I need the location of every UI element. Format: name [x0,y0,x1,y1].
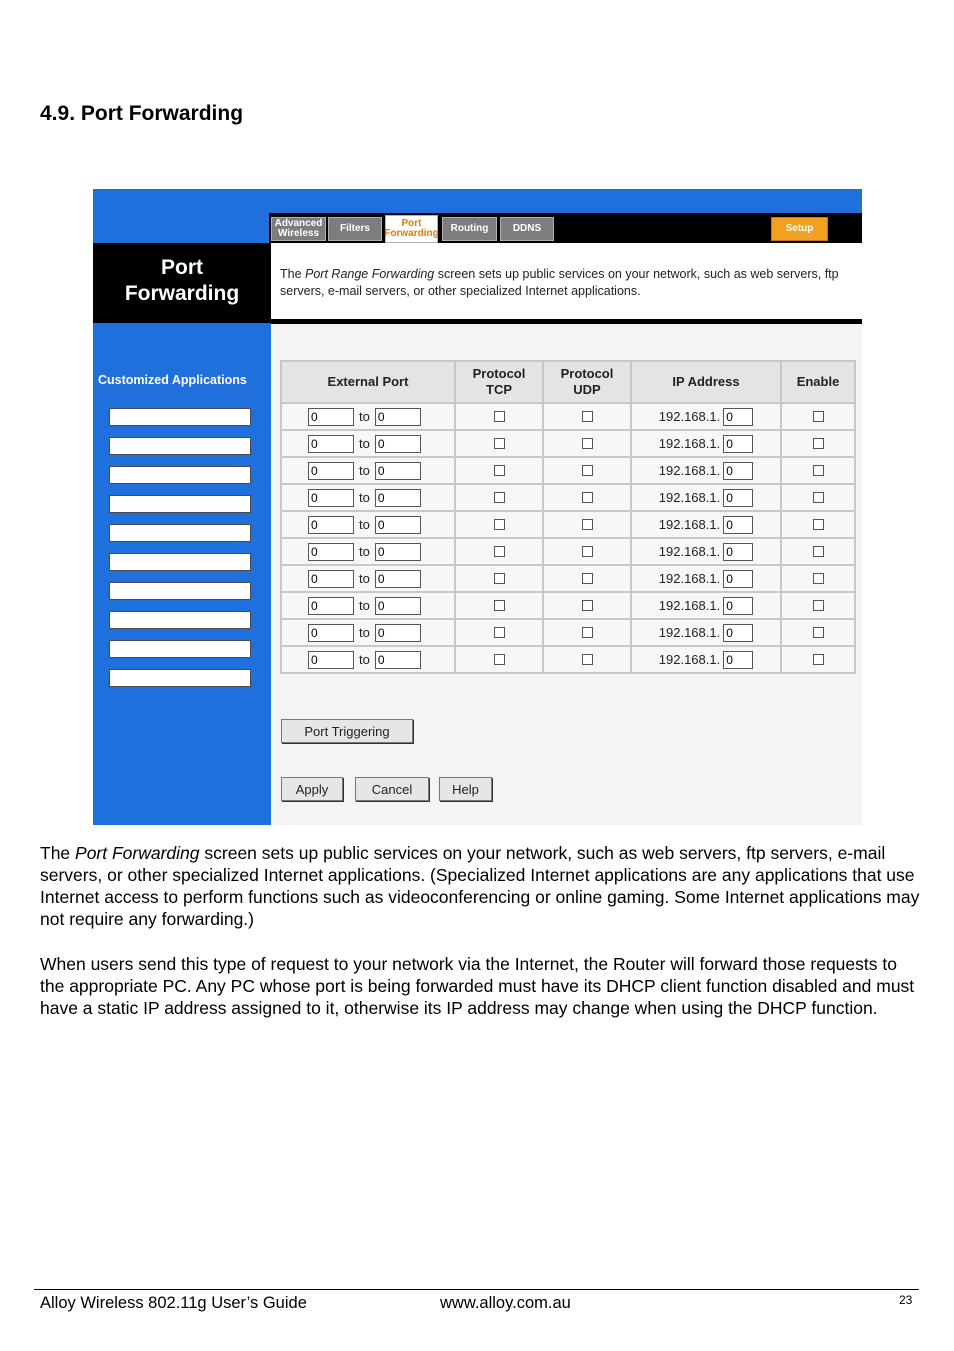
to-label: to [359,490,370,505]
col-external-port: External Port [281,361,455,403]
tcp-cell [455,646,543,673]
ip-cell [631,619,781,646]
application-name-input[interactable] [109,582,251,600]
ip-last-octet-input[interactable] [723,408,753,426]
router-screenshot [93,189,862,825]
tcp-checkbox[interactable] [494,519,505,530]
external-port-cell [281,565,455,592]
port-to-input[interactable] [375,597,421,615]
tcp-cell [455,403,543,430]
external-port-cell [281,538,455,565]
enable-cell [781,430,855,457]
external-port-cell [281,457,455,484]
to-label: to [359,436,370,451]
footer-divider [34,1289,919,1290]
table-row [281,511,855,538]
udp-checkbox[interactable] [582,519,593,530]
port-to-input[interactable] [375,516,421,534]
external-port-cell [281,592,455,619]
ip-cell [631,403,781,430]
application-name-input[interactable] [109,553,251,571]
external-port-cell [281,646,455,673]
ip-cell [631,592,781,619]
udp-cell [543,592,631,619]
tab-advanced-wireless[interactable]: Advanced Wireless [271,217,326,241]
ip-last-octet-input[interactable] [723,435,753,453]
port-from-input[interactable] [308,489,354,507]
tcp-cell [455,430,543,457]
udp-cell [543,565,631,592]
footer-guide-title: Alloy Wireless 802.11g User’s Guide [40,1294,307,1312]
application-name-input[interactable] [109,495,251,513]
sidebar [93,323,271,825]
enable-cell [781,538,855,565]
tab-ddns[interactable]: DDNS [500,217,554,241]
udp-cell [543,403,631,430]
external-port-cell [281,430,455,457]
tcp-checkbox[interactable] [494,573,505,584]
udp-cell [543,484,631,511]
table-row [281,565,855,592]
port-forwarding-table [280,360,856,674]
ip-cell [631,511,781,538]
application-name-input[interactable] [109,466,251,484]
tcp-checkbox[interactable] [494,627,505,638]
ip-last-octet-input[interactable] [723,651,753,669]
application-name-input[interactable] [109,524,251,542]
to-label: to [359,409,370,424]
enable-cell [781,403,855,430]
enable-cell [781,457,855,484]
enable-checkbox[interactable] [813,600,824,611]
enable-cell [781,511,855,538]
port-from-input[interactable] [308,543,354,561]
to-label: to [359,598,370,613]
page-number: 23 [899,1293,913,1307]
tcp-cell [455,565,543,592]
tcp-cell [455,457,543,484]
enable-cell [781,646,855,673]
ip-cell [631,430,781,457]
enable-checkbox[interactable] [813,465,824,476]
port-from-input[interactable] [308,408,354,426]
external-port-cell [281,619,455,646]
port-from-input[interactable] [308,516,354,534]
udp-checkbox[interactable] [582,600,593,611]
ip-last-octet-input[interactable] [723,516,753,534]
udp-checkbox[interactable] [582,411,593,422]
udp-cell [543,646,631,673]
enable-cell [781,565,855,592]
tcp-cell [455,511,543,538]
to-label: to [359,652,370,667]
udp-checkbox[interactable] [582,627,593,638]
table-row [281,457,855,484]
application-name-input[interactable] [109,611,251,629]
header-divider [271,319,862,324]
udp-checkbox[interactable] [582,546,593,557]
enable-checkbox[interactable] [813,546,824,557]
tcp-checkbox[interactable] [494,492,505,503]
tab-routing[interactable]: Routing [442,217,497,241]
col-ip-address: IP Address [631,361,781,403]
port-from-input[interactable] [308,651,354,669]
udp-cell [543,511,631,538]
port-from-input[interactable] [308,570,354,588]
port-to-input[interactable] [375,543,421,561]
udp-checkbox[interactable] [582,438,593,449]
paragraph-1: The Port Forwarding screen sets up public services on your network, such as web servers, ftp servers, e-mail servers, or other specialized Internet applications. (Specialized Internet applications are any applications that use Internet access to perform functions such as videoconferencing or online gaming. Some Internet applications may not require any forwarding.) [40,843,920,929]
ip-last-octet-input[interactable] [723,570,753,588]
apply-button[interactable]: Apply [281,777,343,801]
udp-checkbox[interactable] [582,654,593,665]
tcp-checkbox[interactable] [494,600,505,611]
enable-checkbox[interactable] [813,573,824,584]
port-to-input[interactable] [375,462,421,480]
port-triggering-button[interactable]: Port Triggering [281,719,413,743]
port-from-input[interactable] [308,597,354,615]
tab-filters[interactable]: Filters [328,217,382,241]
external-port-cell [281,403,455,430]
port-to-input[interactable] [375,435,421,453]
udp-checkbox[interactable] [582,465,593,476]
enable-cell [781,592,855,619]
customized-applications-label: Customized Applications [98,373,247,387]
ip-prefix: 192.168.1. [658,652,721,667]
external-port-cell [281,484,455,511]
enable-checkbox[interactable] [813,411,824,422]
udp-cell [543,538,631,565]
tab-setup[interactable]: Setup [771,217,828,241]
ip-cell [631,646,781,673]
ip-prefix: 192.168.1. [658,544,721,559]
tcp-cell [455,484,543,511]
ip-prefix: 192.168.1. [658,571,721,586]
ip-cell [631,457,781,484]
table-row [281,430,855,457]
cancel-button[interactable]: Cancel [355,777,429,801]
col-protocol-tcp: Protocol TCP [455,361,543,403]
to-label: to [359,571,370,586]
enable-cell [781,619,855,646]
col-protocol-udp: Protocol UDP [543,361,631,403]
page-title: Port Forwarding [124,256,240,305]
ip-prefix: 192.168.1. [658,463,721,478]
port-from-input[interactable] [308,462,354,480]
help-button[interactable]: Help [439,777,492,801]
enable-cell [781,484,855,511]
col-enable: Enable [781,361,855,403]
tcp-checkbox[interactable] [494,411,505,422]
ip-prefix: 192.168.1. [658,409,721,424]
external-port-cell [281,511,455,538]
port-to-input[interactable] [375,624,421,642]
ip-cell [631,538,781,565]
application-name-input[interactable] [109,640,251,658]
ip-prefix: 192.168.1. [658,490,721,505]
tcp-checkbox[interactable] [494,438,505,449]
ip-prefix: 192.168.1. [658,598,721,613]
port-to-input[interactable] [375,408,421,426]
ip-cell [631,484,781,511]
tcp-checkbox[interactable] [494,654,505,665]
port-from-input[interactable] [308,624,354,642]
enable-checkbox[interactable] [813,438,824,449]
ip-last-octet-input[interactable] [723,624,753,642]
ip-last-octet-input[interactable] [723,462,753,480]
table-row [281,484,855,511]
table-row [281,592,855,619]
footer-url[interactable]: www.alloy.com.au [440,1294,571,1312]
enable-checkbox[interactable] [813,492,824,503]
port-to-input[interactable] [375,489,421,507]
port-to-input[interactable] [375,570,421,588]
enable-checkbox[interactable] [813,627,824,638]
enable-checkbox[interactable] [813,519,824,530]
tab-port-forwarding[interactable]: Port Forwarding [385,215,438,243]
to-label: to [359,517,370,532]
ip-last-octet-input[interactable] [723,489,753,507]
tcp-cell [455,619,543,646]
udp-cell [543,619,631,646]
tcp-cell [455,592,543,619]
enable-checkbox[interactable] [813,654,824,665]
application-name-input[interactable] [109,408,251,426]
udp-checkbox[interactable] [582,492,593,503]
udp-checkbox[interactable] [582,573,593,584]
ip-prefix: 192.168.1. [658,436,721,451]
application-name-input[interactable] [109,669,251,687]
table-row [281,403,855,430]
udp-cell [543,430,631,457]
ip-prefix: 192.168.1. [658,625,721,640]
paragraph-2: When users send this type of request to your network via the Internet, the Router will forward those requests to the appropriate PC. Any PC whose port is being forwarded must have its DHCP client function disabled and must have a static IP address assigned to it, otherwise its IP address may change when using the DHCP function. [40,954,915,1018]
tcp-cell [455,538,543,565]
to-label: to [359,463,370,478]
ip-last-octet-input[interactable] [723,597,753,615]
table-row [281,538,855,565]
table-row [281,646,855,673]
ip-last-octet-input[interactable] [723,543,753,561]
port-from-input[interactable] [308,435,354,453]
tcp-checkbox[interactable] [494,546,505,557]
section-title: 4.9. Port Forwarding [40,102,244,125]
tcp-checkbox[interactable] [494,465,505,476]
description-text: The Port Range Forwarding screen sets up public services on your network, such as web servers, ftp servers, e-mail servers, or other specialized Internet applications. [280,267,839,298]
udp-cell [543,457,631,484]
application-name-input[interactable] [109,437,251,455]
table-row [281,619,855,646]
to-label: to [359,625,370,640]
port-to-input[interactable] [375,651,421,669]
to-label: to [359,544,370,559]
ip-cell [631,565,781,592]
ip-prefix: 192.168.1. [658,517,721,532]
